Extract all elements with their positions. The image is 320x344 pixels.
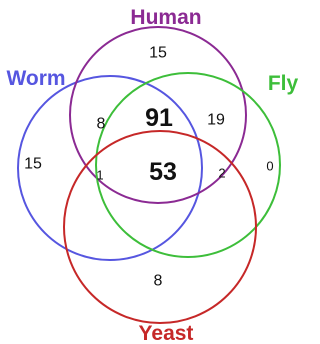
region-worm-only: 15: [24, 155, 42, 173]
region-human-worm: 8: [96, 115, 106, 133]
region-yeast-only: 8: [153, 272, 163, 290]
region-fly-only: 0: [266, 158, 274, 174]
region-worm-yeast: 1: [96, 167, 104, 183]
region-human-fly: 19: [207, 111, 225, 129]
region-fly-yeast: 2: [218, 165, 226, 181]
region-human-only: 15: [149, 44, 167, 62]
region-human-worm-fly: 91: [145, 104, 173, 132]
worm-label: Worm: [6, 67, 66, 90]
human-label: Human: [130, 6, 202, 29]
yeast-label: Yeast: [138, 322, 194, 344]
region-all-center: 53: [149, 158, 177, 186]
fly-label: Fly: [267, 72, 299, 95]
fly-circle: [96, 73, 280, 257]
